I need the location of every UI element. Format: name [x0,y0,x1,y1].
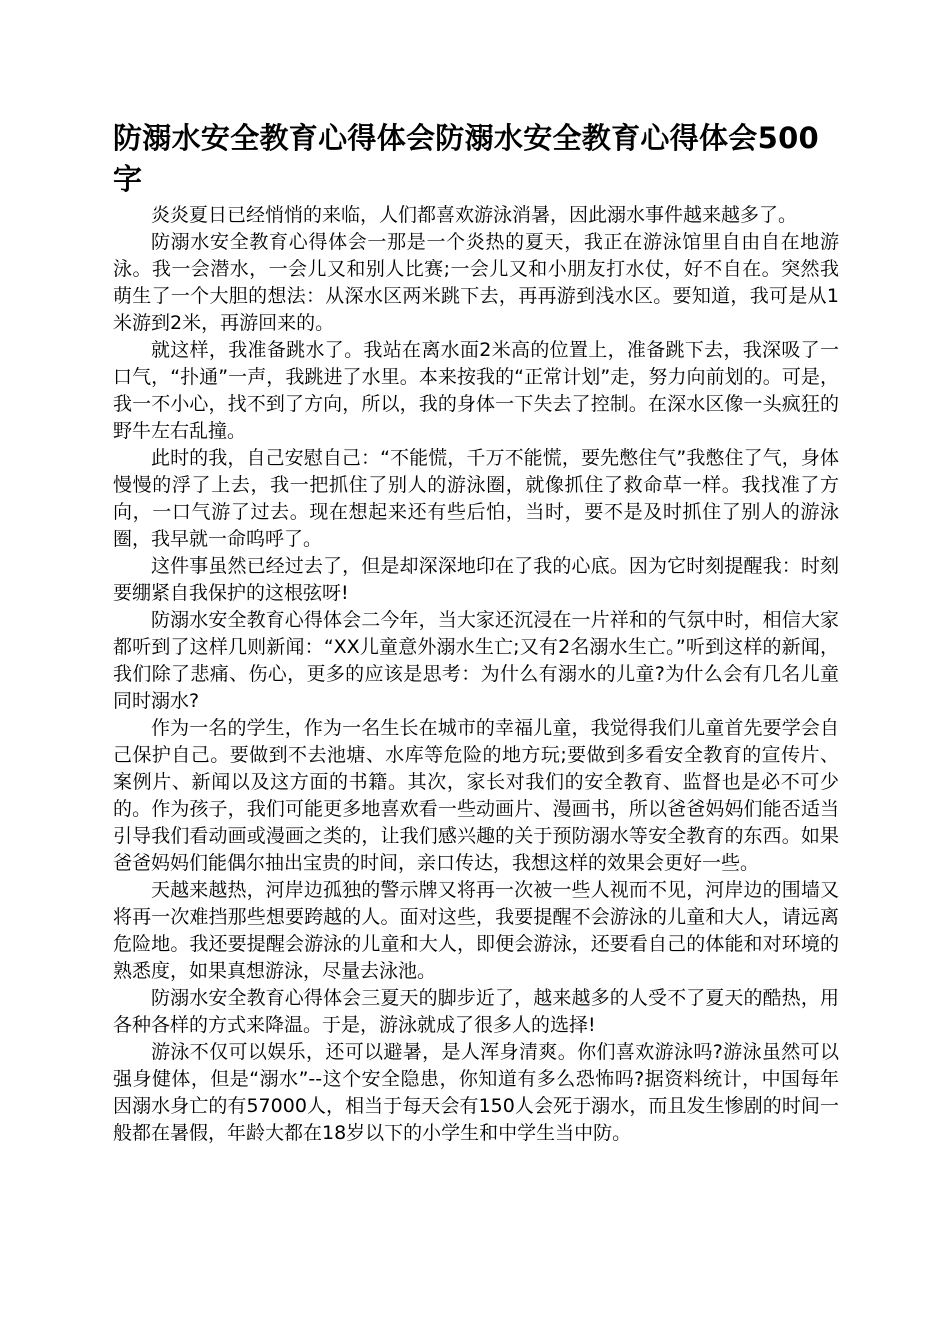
paragraph: 天越来越热，河岸边孤独的警示牌又将再一次被一些人视而不见，河岸边的围墙又将再一次难挡那些想要跨越的人。面对这些，我要提醒不会游泳的儿童和大人，请远离危险地。我还要提醒会游泳的儿童和大人，即便会游泳，还要看自己的体能和对环境的熟悉度，如果真想游泳，尽量去泳池。 [113,879,839,982]
paragraph: 防溺水安全教育心得体会三夏天的脚步近了，越来越多的人受不了夏天的酷热，用各种各样的方式来降温。于是，游泳就成了很多人的选择! [113,987,839,1036]
paragraph: 作为一名的学生，作为一名生长在城市的幸福儿童，我觉得我们儿童首先要学会自己保护自己。要做到不去池塘、水库等危险的地方玩;要做到多看安全教育的宣传片、案例片、新闻以及这方面的书籍。其次，家长对我们的安全教育、监督也是必不可少的。作为孩子，我们可能更多地喜欢看一些动画片、漫画书，所以爸爸妈妈们能否适当引导我们看动画或漫画之类的，让我们感兴趣的关于预防溺水等安全教育的东西。如果爸爸妈妈们能偶尔抽出宝贵的时间，亲口传达，我想这样的效果会更好一些。 [113,717,839,874]
paragraph: 游泳不仅可以娱乐，还可以避暑，是人浑身清爽。你们喜欢游泳吗?游泳虽然可以强身健体，但是“溺水”--这个安全隐患，你知道有多么恐怖吗?据资料统计，中国每年因溺水身亡的有57000人，相当于每天会有150人会死于溺水，而且发生惨剧的时间一般都在暑假，年龄大都在18岁以下的小学生和中学生当中防。 [113,1041,839,1144]
paragraph: 此时的我，自己安慰自己：“不能慌，千万不能慌，要先憋住气”我憋住了气，身体慢慢的浮了上去，我一把抓住了别人的游泳圈，就像抓住了救命草一样。我找准了方向，一口气游了过去。现在想起来还有些后怕，当时，要不是及时抓住了别人的游泳圈，我早就一命呜呼了。 [113,447,839,550]
document-title: 防溺水安全教育心得体会防溺水安全教育心得体会500字 [113,121,820,196]
document-page [113,118,839,1147]
paragraph: 这件事虽然已经过去了，但是却深深地印在了我的心底。因为它时刻提醒我：时刻要绷紧自我保护的这根弦呀! [113,555,839,604]
document-body [113,202,839,1147]
paragraph: 炎炎夏日已经悄悄的来临，人们都喜欢游泳消暑，因此溺水事件越来越多了。 [151,204,798,226]
paragraph: 就这样，我准备跳水了。我站在离水面2米高的位置上，准备跳下去，我深吸了一口气，“扑通”一声，我跳进了水里。本来按我的“正常计划”走，努力向前划的。可是，我一不小心，找不到了方向，所以，我的身体一下失去了控制。在深水区像一头疯狂的野牛左右乱撞。 [113,339,839,442]
paragraph: 防溺水安全教育心得体会一那是一个炎热的夏天，我正在游泳馆里自由自在地游泳。我一会潜水，一会儿又和别人比赛;一会儿又和小朋友打水仗，好不自在。突然我萌生了一个大胆的想法：从深水区两米跳下去，再再游到浅水区。要知道，我可是从1米游到2米，再游回来的。 [113,231,839,334]
paragraph: 防溺水安全教育心得体会二今年，当大家还沉浸在一片祥和的气氛中时，相信大家都听到了这样几则新闻：“XX儿童意外溺水生亡;又有2名溺水生亡。”听到这样的新闻，我们除了悲痛、伤心，更多的应该是思考：为什么有溺水的儿童?为什么会有几名儿童同时溺水? [113,609,839,712]
